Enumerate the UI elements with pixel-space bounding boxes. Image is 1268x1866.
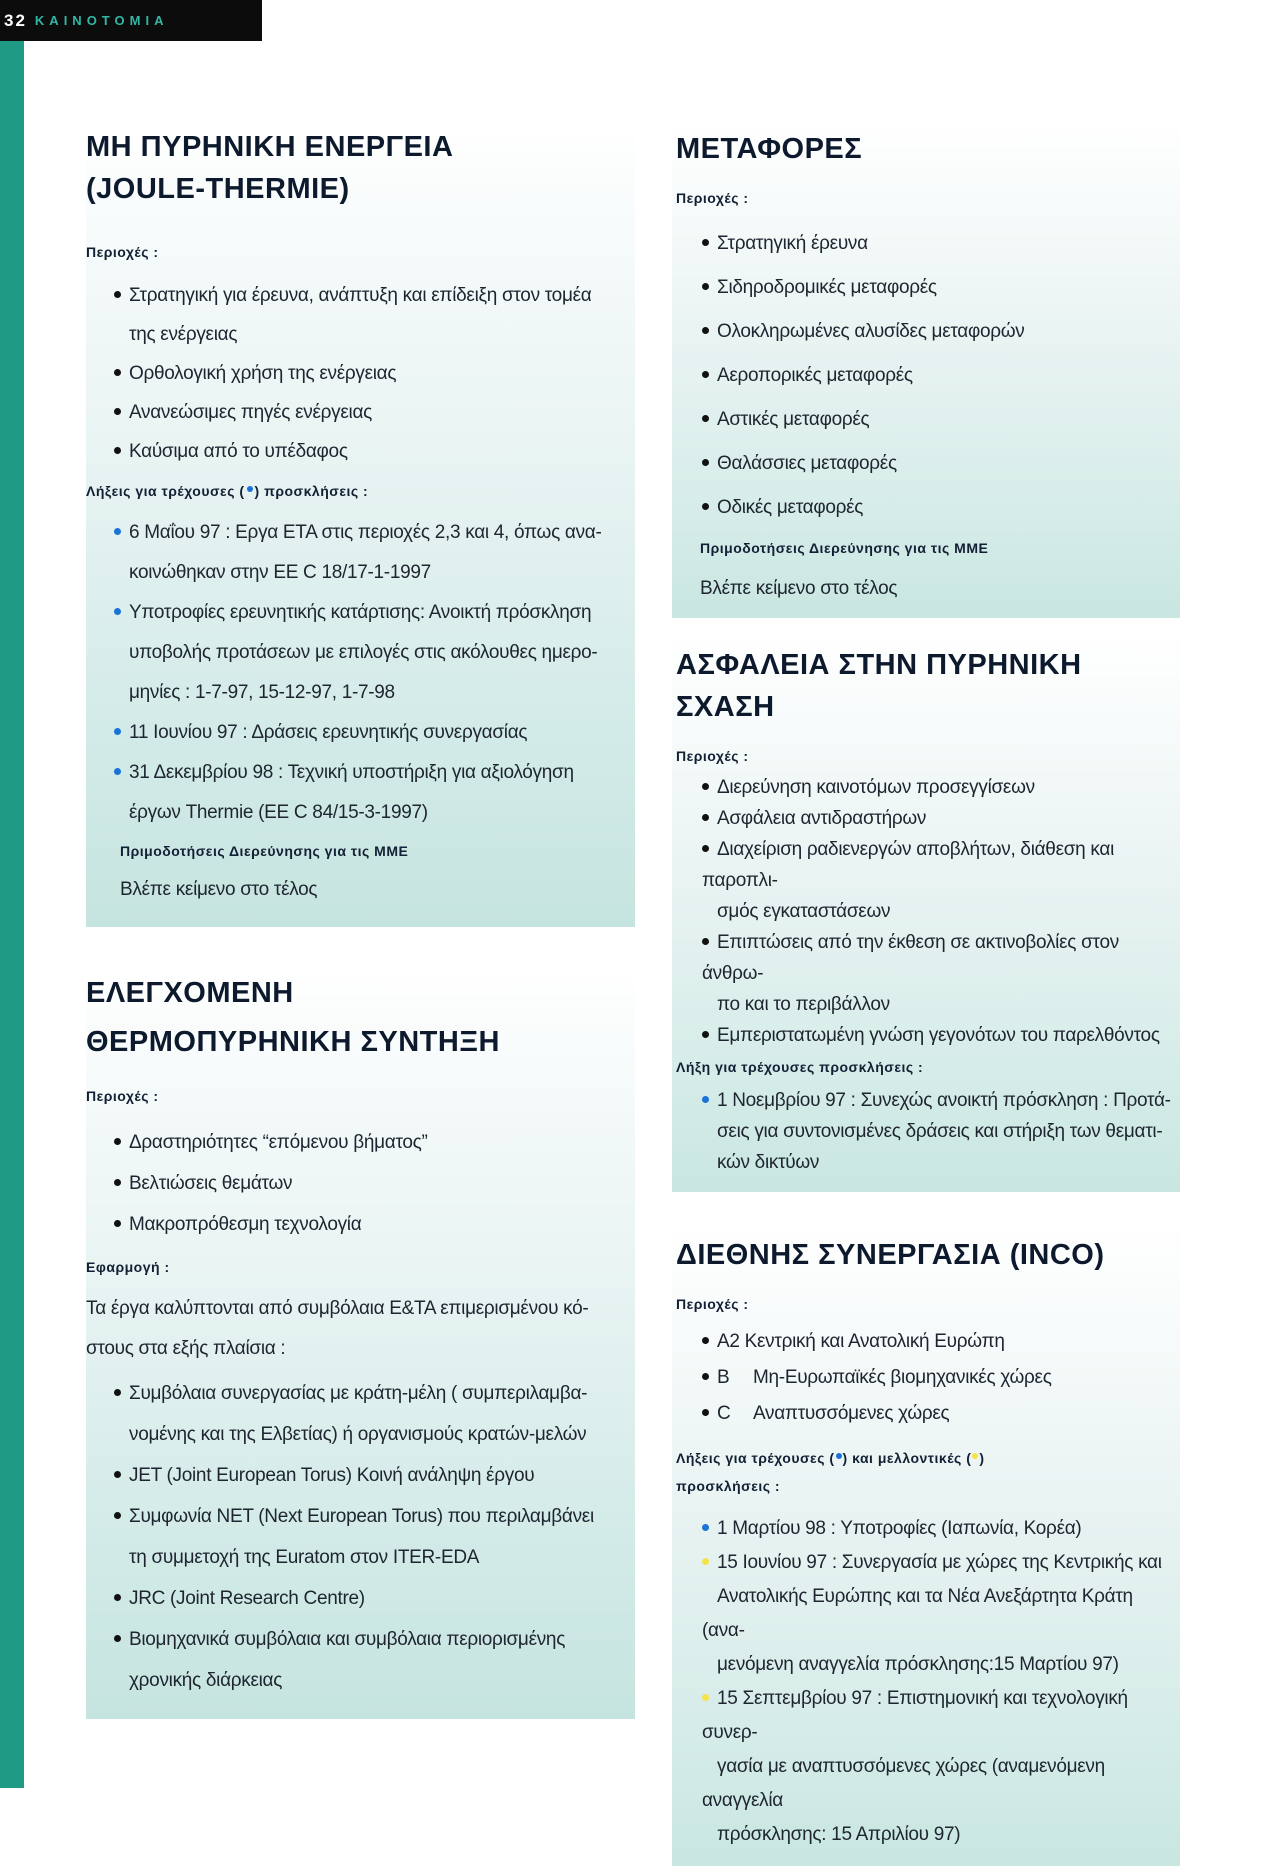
list-item: 11 Ιουνίου 97 : Δράσεις ερευνητικής συνεργασίας — [114, 713, 635, 753]
bullet-icon — [114, 1635, 121, 1642]
bullet-icon — [702, 1337, 709, 1344]
list-item: 31 Δεκεμβρίου 98 : Τεχνική υποστήριξη για αξιολόγηση έργων Thermie (ΕΕ C 84/15-3-1997) — [114, 753, 635, 833]
bullet-icon — [702, 327, 709, 334]
list-item: Στρατηγική έρευνα — [702, 222, 1180, 266]
title-line: ΕΛΕΓΧΟΜΕΝΗ — [86, 977, 294, 1010]
section-title — [86, 126, 635, 210]
list-item: Οδικές μεταφορές — [702, 486, 1180, 530]
current-bullet-icon — [247, 486, 253, 492]
list-item: Συμφωνία NET (Next European Torus) που περιλαμβάνει τη συμμετοχή της Euratom στον ITER-EDA — [114, 1496, 635, 1578]
deadlines-label: Λήξεις για τρέχουσες ( ) προσκλήσεις : — [86, 483, 369, 500]
areas-label: Περιοχές : — [86, 244, 159, 261]
bullet-icon — [702, 1096, 709, 1103]
list-item: Ορθολογική χρήση της ενέργειας — [114, 354, 635, 393]
areas-label: Περιοχές : — [86, 1087, 159, 1104]
list-item: Βιομηχανικά συμβόλαια και συμβόλαια περιορισμένης χρονικής διάρκειας — [114, 1619, 635, 1701]
list-item: JET (Joint European Torus) Κοινή ανάληψη έργου — [114, 1455, 635, 1496]
current-bullet-icon — [836, 1453, 842, 1459]
list-item: Ολοκληρωμένες αλυσίδες μεταφορών — [702, 310, 1180, 354]
section-inco — [672, 1222, 1180, 1866]
list-item: Αεροπορικές μεταφορές — [702, 354, 1180, 398]
sme-label: Πριμοδοτήσεις Διερεύνησης για τις ΜΜΕ — [120, 843, 409, 860]
accent-side-bar — [0, 0, 24, 1788]
future-bullet-icon — [972, 1453, 978, 1459]
sme-label: Πριμοδοτήσεις Διερεύνησης για τις ΜΜΕ — [700, 540, 989, 557]
application-label: Εφαρμογή : — [86, 1258, 170, 1275]
bullet-icon — [114, 768, 121, 775]
bullet-icon — [114, 1512, 121, 1519]
title-line: ΜΗ ΠΥΡΗΝΙΚΗ ΕΝΕΡΓΕΙΑ — [86, 131, 454, 163]
list-item: 15 Ιουνίου 97 : Συνεργασία με χώρες της Κεντρικής και Ανατολικής Ευρώπης και τα Νέα Ανεξάρτητα Κράτη (ανα- μενόμενη αναγγελία πρόσκλησης:15 Μαρτίου 97) — [702, 1552, 1162, 1676]
page-header — [0, 0, 262, 41]
list-item: Ασφάλεια αντιδραστήρων — [702, 803, 1180, 834]
bullet-icon — [114, 1594, 121, 1601]
list-item: Επιπτώσεις από την έκθεση σε ακτινοβολίες στον άνθρω- πο και το περιβάλλον — [702, 932, 1119, 1016]
bullet-icon — [702, 239, 709, 246]
bullet-icon — [702, 371, 709, 378]
bullet-icon — [114, 1138, 121, 1145]
section-transport — [672, 122, 1180, 618]
bullet-icon — [114, 608, 121, 615]
bullet-icon — [702, 415, 709, 422]
section-non-nuclear-energy — [86, 126, 635, 927]
list-item-continuation: της ενέργειας — [129, 324, 238, 346]
list-item: Θαλάσσιες μεταφορές — [702, 442, 1180, 486]
list-item: Καύσιμα από το υπέδαφος — [114, 432, 635, 471]
list-item: Α2 Κεντρική και Ανατολική Ευρώπη — [702, 1324, 1180, 1360]
list-item: C Αναπτυσσόμενες χώρες — [702, 1396, 1180, 1432]
list-item: Μακροπρόθεσμη τεχνολογία — [114, 1204, 635, 1245]
deadline-label: Λήξη για τρέχουσες προσκλήσεις : — [676, 1059, 924, 1076]
list-item: 1 Μαρτίου 98 : Υποτροφίες (Ιαπωνία, Κορέα) — [702, 1512, 1180, 1546]
list-item: JRC (Joint Research Centre) — [114, 1578, 635, 1619]
bullet-icon — [702, 459, 709, 466]
list-item: Βελτιώσεις θεμάτων — [114, 1163, 635, 1204]
bullet-icon — [702, 1373, 709, 1380]
page-number: 32 — [4, 10, 27, 30]
bullet-icon — [114, 1179, 121, 1186]
section-title — [672, 644, 1180, 728]
bullet-icon — [702, 1558, 709, 1565]
bullet-icon — [114, 447, 121, 454]
bullet-icon — [114, 728, 121, 735]
bullet-icon — [702, 845, 709, 852]
list-item: Διερεύνηση καινοτόμων προσεγγίσεων — [702, 772, 1180, 803]
bullet-icon — [114, 1220, 121, 1227]
bullet-icon — [702, 814, 709, 821]
areas-label: Περιοχές : — [676, 748, 749, 765]
sme-text: Βλέπε κείμενο στο τέλος — [120, 879, 318, 901]
list-item: Αστικές μεταφορές — [702, 398, 1180, 442]
list-item: Εμπεριστατωμένη γνώση γεγονότων του παρελθόντος — [702, 1020, 1180, 1051]
list-item: Σιδηροδρομικές μεταφορές — [702, 266, 1180, 310]
deadlines-label: Λήξεις για τρέχουσες ( ) και μελλοντικές ( ) προσκλήσεις : — [676, 1450, 985, 1495]
list-item: Δραστηριότητες “επόμενου βήματος” — [114, 1122, 635, 1163]
section-name: ΚΑΙΝΟΤΟΜΙΑ — [34, 13, 169, 28]
list-item: Ανανεώσιμες πηγές ενέργειας — [114, 393, 635, 432]
bullet-icon — [702, 783, 709, 790]
right-column — [672, 122, 1180, 1866]
section-title — [86, 969, 635, 1068]
list-item: 15 Σεπτεμβρίου 97 : Επιστημονική και τεχνολογική συνερ- γασία με αναπτυσσόμενες χώρες (αναμενόμενη αναγγελία πρόσκλησης: 15 Απριλίου 97) — [702, 1688, 1128, 1846]
application-text: στους στα εξής πλαίσια : — [86, 1337, 286, 1359]
section-nuclear-safety — [672, 632, 1180, 1192]
bullet-icon — [702, 1409, 709, 1416]
bullet-icon — [114, 291, 121, 298]
list-item: 6 Μαΐου 97 : Εργα ΕΤΑ στις περιοχές 2,3 και 4, όπως ανα- κοινώθηκαν στην ΕΕ C 18/17-1-1997 — [114, 513, 635, 593]
list-item: Υποτροφίες ερευνητικής κατάρτισης: Ανοικτή πρόσκληση υποβολής προτάσεων με επιλογές στις ακόλουθες ημερο- μηνίες : 1-7-97, 15-12-97, 1-7-98 — [114, 593, 635, 713]
bullet-icon — [702, 283, 709, 290]
areas-label: Περιοχές : — [676, 190, 749, 207]
bullet-icon — [702, 938, 709, 945]
sme-text: Βλέπε κείμενο στο τέλος — [700, 578, 898, 600]
bullet-icon — [702, 1031, 709, 1038]
bullet-icon — [114, 369, 121, 376]
list-item: Στρατηγική για έρευνα, ανάπτυξη και επίδειξη στον τομέα — [114, 276, 635, 315]
bullet-icon — [702, 1524, 709, 1531]
list-item: 1 Νοεμβρίου 97 : Συνεχώς ανοικτή πρόσκληση : Προτά- σεις για συντονισμένες δράσεις και στήριξη των θεματι- κών δικτύων — [702, 1085, 1180, 1178]
bullet-icon — [114, 528, 121, 535]
section-title: ΜΕΤΑΦΟΡΕΣ — [676, 133, 863, 165]
section-fusion — [86, 969, 635, 1719]
title-line: ΑΣΦΑΛΕΙΑ ΣΤΗΝ ΠΥΡΗΝΙΚΗ — [676, 649, 1082, 682]
title-line: (JOULE-THERMIE) — [86, 173, 350, 206]
list-item: Β Μη-Ευρωπαϊκές βιομηχανικές χώρες — [702, 1360, 1180, 1396]
title-line: ΣΧΑΣΗ — [676, 691, 775, 724]
bullet-icon — [114, 1389, 121, 1396]
list-item: Διαχείριση ραδιενεργών αποβλήτων, διάθεση και παροπλι- σμός εγκαταστάσεων — [702, 839, 1114, 923]
section-title: ΔΙΕΘΝΗΣ ΣΥΝΕΡΓΑΣΙΑ (INCO) — [676, 1239, 1105, 1272]
application-text: Τα έργα καλύπτονται από συμβόλαια Ε&ΤΑ επιμερισμένου κό- — [86, 1297, 589, 1319]
bullet-icon — [114, 408, 121, 415]
title-line: ΘΕΡΜΟΠΥΡΗΝΙΚΗ ΣΥΝΤΗΞΗ — [86, 1026, 500, 1059]
list-item: Συμβόλαια συνεργασίας με κράτη-μέλη ( συμπεριλαμβα- νομένης και της Ελβετίας) ή οργανισμούς κρατών-μελών — [114, 1373, 635, 1455]
bullet-icon — [702, 1694, 709, 1701]
bullet-icon — [114, 1471, 121, 1478]
areas-label: Περιοχές : — [676, 1296, 749, 1313]
left-column — [86, 126, 635, 1719]
bullet-icon — [702, 503, 709, 510]
